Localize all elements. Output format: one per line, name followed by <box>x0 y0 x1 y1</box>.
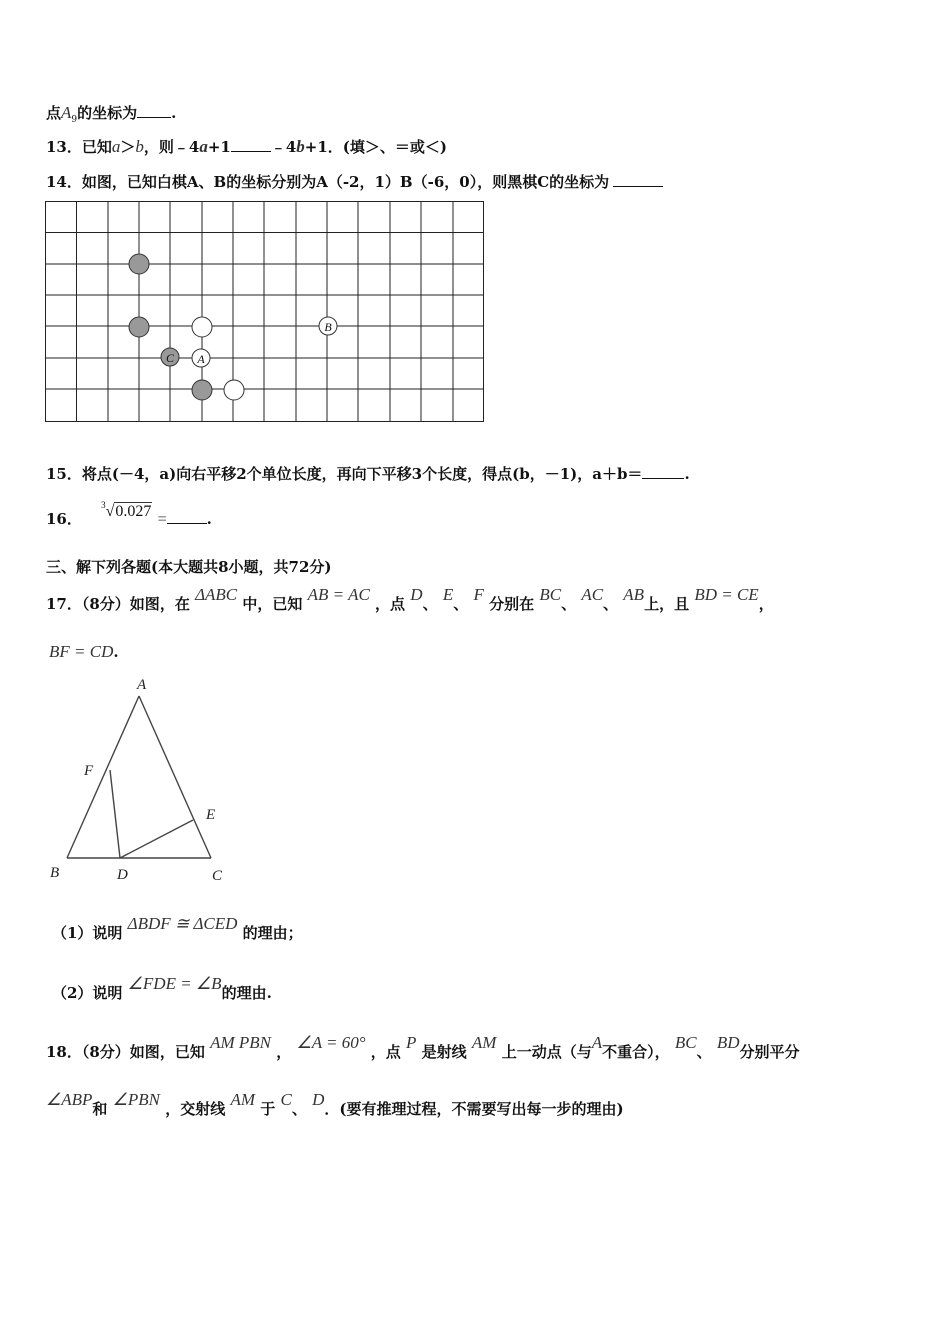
answer-blank[interactable] <box>167 511 207 524</box>
triangle-figure <box>44 674 234 888</box>
white-stone <box>192 317 212 337</box>
black-stone <box>129 254 149 274</box>
question-12-tail: 点$A_9$的坐标为 . <box>46 103 177 125</box>
vertex-label-d: D <box>117 867 128 883</box>
vertex-label-a: A <box>137 677 147 693</box>
stone-label-a: A <box>197 352 205 366</box>
question-18-cont: ∠ABP和 ∠PBN ，交射线 AM 于 C、 D．(要有推理过程，不需要写出每一步的理由) <box>46 1090 624 1118</box>
board-grid <box>45 201 484 422</box>
side-ab <box>67 696 139 858</box>
answer-blank[interactable] <box>231 139 271 152</box>
side-ac <box>139 696 211 858</box>
vertex-label-e: E <box>206 807 216 823</box>
cube-root-expression: $^3$√0.027 <box>101 500 152 520</box>
question-15: 15．将点(－4，a)向右平移2个单位长度，再向下平移3个长度，得点(b，－1)，a＋b＝ . <box>46 465 690 483</box>
question-17-cont: BF = CD. <box>49 642 119 661</box>
question-18: 18．（8分）如图，已知 AM PBN ， ∠A = 60° ，点 P 是射线 AM 上一动点（与A不重合）， BC、 BD分别平分 <box>46 1033 800 1061</box>
vertex-label-c: C <box>212 868 223 884</box>
section-heading: 三、解下列各题(本大题共8小题，共72分) <box>46 558 332 576</box>
question-17-part-2: （2）说明 ∠FDE = ∠B的理由. <box>52 974 272 1002</box>
question-14: 14．如图，已知白棋A、B的坐标分别为A（-2，1）B（-6，0），则黑棋C的坐标为 <box>46 171 663 192</box>
stone-label-b: B <box>324 320 332 334</box>
vertex-label-b: B <box>50 865 60 881</box>
segment-fd <box>110 770 120 858</box>
question-13: 13．已知a＞b，则﹣4a+1 ﹣4b+1．(填＞、＝或＜) <box>46 137 447 156</box>
question-17-part-1: （1）说明 ΔBDF ≅ ΔCED 的理由； <box>52 914 303 942</box>
answer-blank[interactable] <box>137 105 171 118</box>
black-stone <box>192 380 212 400</box>
white-stone <box>224 380 244 400</box>
black-stone <box>129 317 149 337</box>
go-board-figure <box>45 201 486 425</box>
answer-blank[interactable] <box>613 174 663 187</box>
question-17: 17．（8分）如图，在 ΔABC 中，已知 AB = AC ，点 D、 E、 F 分别在 BC、 AC、 AB上，且 BD = CE， <box>46 585 774 613</box>
vertex-label-f: F <box>84 763 94 779</box>
answer-blank[interactable] <box>642 466 684 479</box>
question-16: 16． $^3$√0.027 = . <box>46 500 212 528</box>
stone-label-c: C <box>165 351 175 365</box>
segment-de <box>120 820 193 858</box>
